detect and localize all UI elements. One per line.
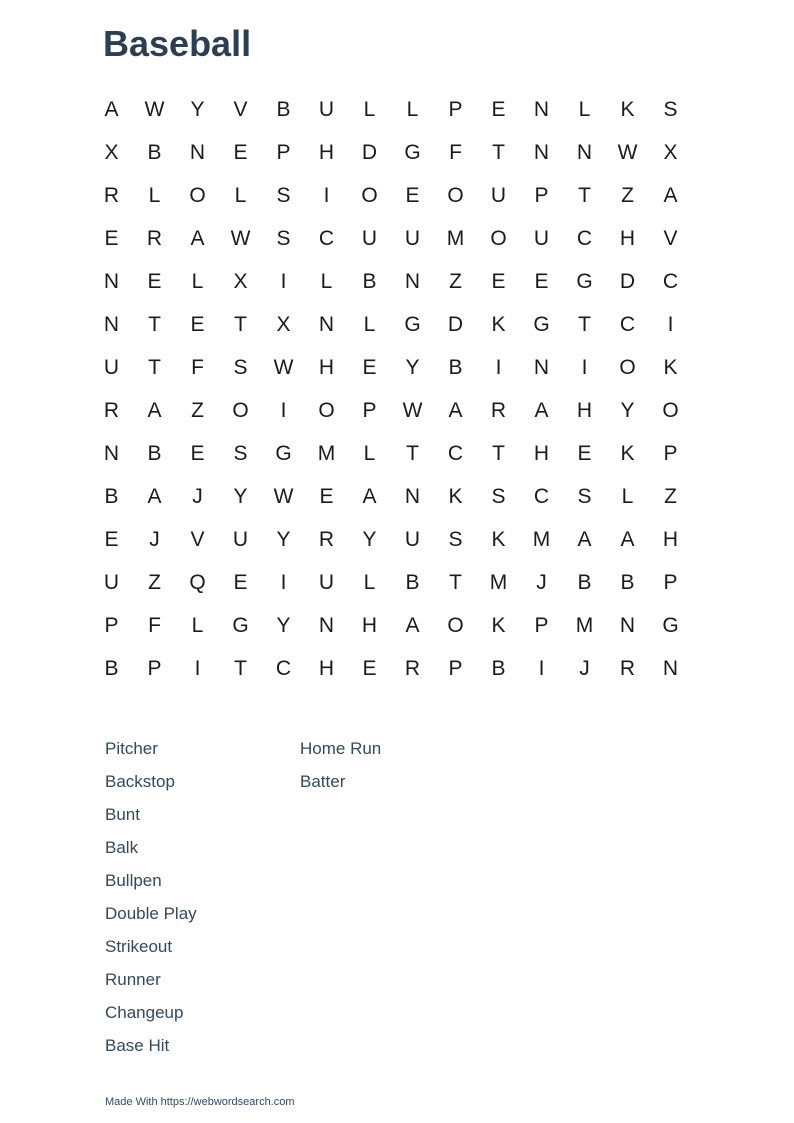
grid-letter: U — [318, 570, 335, 594]
grid-letter: D — [447, 312, 464, 336]
grid-letter: A — [147, 398, 162, 422]
grid-letter: M — [532, 527, 551, 551]
grid-letter: B — [577, 570, 592, 594]
grid-letter: H — [662, 527, 679, 551]
grid-letter: V — [190, 527, 205, 551]
grid-letter: O — [619, 355, 636, 379]
grid-letter: E — [491, 269, 506, 293]
grid-letter: X — [233, 269, 248, 293]
grid-letter: W — [230, 226, 251, 250]
grid-letter: H — [318, 355, 335, 379]
grid-letter: B — [620, 570, 635, 594]
grid-letter: L — [363, 312, 376, 336]
grid-letter: Y — [362, 527, 377, 551]
grid-letter: W — [273, 484, 294, 508]
grid-letter: T — [578, 312, 591, 336]
grid-letter: N — [404, 269, 421, 293]
grid-letter: F — [449, 140, 462, 164]
grid-letter: U — [490, 183, 507, 207]
grid-letter: F — [191, 355, 204, 379]
grid-letter: L — [363, 570, 376, 594]
grid-letter: P — [104, 613, 119, 637]
grid-letter: O — [318, 398, 335, 422]
grid-letter: S — [491, 484, 506, 508]
grid-letter: A — [534, 398, 549, 422]
grid-letter: L — [363, 441, 376, 465]
grid-letter: Y — [405, 355, 420, 379]
grid-row — [90, 217, 692, 260]
grid-letter: F — [148, 613, 161, 637]
grid-letter: E — [147, 269, 162, 293]
grid-letter: Y — [620, 398, 635, 422]
grid-letter: M — [317, 441, 336, 465]
grid-letter: E — [362, 355, 377, 379]
grid-letter: I — [280, 398, 287, 422]
grid-letter: G — [275, 441, 292, 465]
word-item: Runner — [105, 970, 161, 989]
grid-row — [90, 604, 692, 647]
grid-letter: E — [233, 570, 248, 594]
grid-letter: A — [405, 613, 420, 637]
grid-letter: C — [662, 269, 679, 293]
grid-letter: M — [489, 570, 508, 594]
grid-letter: R — [318, 527, 335, 551]
grid-letter: G — [404, 312, 421, 336]
grid-letter: V — [663, 226, 678, 250]
grid-letter: N — [318, 613, 335, 637]
grid-letter: Z — [621, 183, 634, 207]
grid-letter: A — [190, 226, 205, 250]
grid-letter: G — [662, 613, 679, 637]
grid-letter: J — [579, 656, 590, 680]
grid-letter: S — [233, 441, 248, 465]
grid-letter: T — [234, 312, 247, 336]
grid-letter: Y — [276, 527, 291, 551]
grid-letter: K — [448, 484, 463, 508]
grid-letter: K — [620, 441, 635, 465]
grid-row — [90, 88, 692, 131]
grid-letter: Y — [276, 613, 291, 637]
grid-letter: P — [663, 570, 678, 594]
grid-letter: N — [103, 312, 120, 336]
grid-letter: A — [362, 484, 377, 508]
grid-row — [90, 260, 692, 303]
grid-letter: H — [533, 441, 550, 465]
grid-letter: I — [280, 570, 287, 594]
word-item: Bullpen — [105, 871, 162, 890]
grid-letter: B — [147, 140, 162, 164]
grid-letter: N — [662, 656, 679, 680]
grid-letter: Z — [191, 398, 204, 422]
grid-row — [90, 432, 692, 475]
grid-letter: N — [533, 97, 550, 121]
grid-letter: G — [533, 312, 550, 336]
grid-letter: P — [147, 656, 162, 680]
grid-letter: Y — [190, 97, 205, 121]
grid-letter: I — [323, 183, 330, 207]
grid-letter: N — [576, 140, 593, 164]
grid-letter: O — [189, 183, 206, 207]
grid-row — [90, 518, 692, 561]
grid-letter: N — [533, 140, 550, 164]
grid-letter: M — [446, 226, 465, 250]
grid-letter: C — [533, 484, 550, 508]
grid-letter: P — [362, 398, 377, 422]
grid-letter: B — [491, 656, 506, 680]
grid-letter: N — [404, 484, 421, 508]
grid-letter: J — [149, 527, 160, 551]
grid-letter: X — [104, 140, 119, 164]
grid-letter: S — [276, 226, 291, 250]
grid-letter: B — [147, 441, 162, 465]
grid-letter: E — [104, 527, 119, 551]
grid-letter: L — [234, 183, 247, 207]
grid-letter: C — [619, 312, 636, 336]
grid-letter: E — [319, 484, 334, 508]
word-item: Base Hit — [105, 1036, 170, 1055]
grid-letter: I — [495, 355, 502, 379]
grid-letter: T — [578, 183, 591, 207]
grid-letter: R — [146, 226, 163, 250]
grid-letter: I — [581, 355, 588, 379]
grid-letter: N — [619, 613, 636, 637]
grid-letter: L — [191, 269, 204, 293]
grid-letter: B — [448, 355, 463, 379]
grid-letter: T — [234, 656, 247, 680]
grid-letter: U — [404, 226, 421, 250]
grid-letter: T — [492, 140, 505, 164]
grid-letter: N — [189, 140, 206, 164]
grid-letter: K — [663, 355, 678, 379]
grid-row — [90, 647, 692, 690]
grid-row — [90, 174, 692, 217]
grid-letter: E — [190, 312, 205, 336]
word-item: Batter — [300, 772, 346, 791]
grid-letter: E — [190, 441, 205, 465]
grid-letter: Q — [189, 570, 206, 594]
grid-letter: U — [404, 527, 421, 551]
grid-letter: T — [449, 570, 462, 594]
word-item: Pitcher — [105, 739, 158, 758]
grid-letter: S — [663, 97, 678, 121]
grid-letter: O — [490, 226, 507, 250]
grid-row — [90, 389, 692, 432]
grid-letter: C — [447, 441, 464, 465]
word-item: Double Play — [105, 904, 197, 923]
word-item: Home Run — [300, 739, 382, 758]
grid-letter: E — [577, 441, 592, 465]
grid-letter: E — [362, 656, 377, 680]
grid-letter: O — [447, 183, 464, 207]
grid-letter: E — [491, 97, 506, 121]
grid-letter: K — [620, 97, 635, 121]
grid-letter: E — [405, 183, 420, 207]
grid-letter: P — [534, 183, 549, 207]
grid-letter: Z — [449, 269, 462, 293]
word-item: Balk — [105, 838, 139, 857]
grid-letter: S — [577, 484, 592, 508]
grid-letter: W — [273, 355, 294, 379]
grid-letter: G — [576, 269, 593, 293]
grid-letter: A — [147, 484, 162, 508]
grid-letter: E — [233, 140, 248, 164]
grid-letter: P — [448, 97, 463, 121]
letter-grid — [90, 88, 692, 690]
grid-letter: L — [191, 613, 204, 637]
grid-letter: T — [148, 355, 161, 379]
grid-letter: S — [276, 183, 291, 207]
grid-letter: C — [275, 656, 292, 680]
grid-letter: Z — [148, 570, 161, 594]
grid-letter: B — [104, 656, 119, 680]
grid-letter: O — [447, 613, 464, 637]
grid-letter: J — [192, 484, 203, 508]
grid-letter: L — [363, 97, 376, 121]
grid-letter: A — [448, 398, 463, 422]
word-column — [300, 736, 495, 1066]
word-list — [105, 736, 495, 1066]
grid-letter: K — [491, 613, 506, 637]
grid-letter: W — [617, 140, 638, 164]
grid-letter: I — [280, 269, 287, 293]
page-title: Baseball — [103, 23, 252, 64]
grid-letter: B — [362, 269, 377, 293]
grid-letter: L — [621, 484, 634, 508]
grid-row — [90, 303, 692, 346]
grid-letter: G — [232, 613, 249, 637]
grid-letter: O — [662, 398, 679, 422]
grid-letter: V — [233, 97, 248, 121]
grid-letter: I — [538, 656, 545, 680]
grid-letter: H — [361, 613, 378, 637]
grid-letter: B — [104, 484, 119, 508]
grid-letter: G — [404, 140, 421, 164]
grid-letter: Z — [664, 484, 677, 508]
grid-letter: U — [103, 570, 120, 594]
grid-letter: R — [404, 656, 421, 680]
grid-letter: A — [663, 183, 678, 207]
grid-letter: K — [491, 527, 506, 551]
grid-letter: A — [104, 97, 119, 121]
grid-row — [90, 131, 692, 174]
grid-letter: I — [194, 656, 201, 680]
grid-letter: N — [533, 355, 550, 379]
grid-letter: D — [619, 269, 636, 293]
grid-row — [90, 346, 692, 389]
grid-letter: L — [320, 269, 333, 293]
grid-letter: K — [491, 312, 506, 336]
grid-letter: S — [233, 355, 248, 379]
grid-letter: I — [667, 312, 674, 336]
grid-letter: U — [232, 527, 249, 551]
grid-letter: P — [663, 441, 678, 465]
grid-letter: R — [490, 398, 507, 422]
grid-letter: L — [578, 97, 591, 121]
grid-letter: H — [318, 140, 335, 164]
grid-letter: P — [448, 656, 463, 680]
grid-letter: T — [492, 441, 505, 465]
grid-letter: U — [533, 226, 550, 250]
grid-letter: W — [402, 398, 423, 422]
grid-letter: E — [534, 269, 549, 293]
grid-row — [90, 475, 692, 518]
grid-letter: J — [536, 570, 547, 594]
grid-letter: M — [575, 613, 594, 637]
word-column — [105, 736, 300, 1066]
grid-letter: H — [318, 656, 335, 680]
grid-letter: C — [318, 226, 335, 250]
grid-letter: H — [576, 398, 593, 422]
grid-letter: O — [232, 398, 249, 422]
grid-letter: B — [276, 97, 291, 121]
grid-letter: A — [577, 527, 592, 551]
grid-letter: R — [103, 183, 120, 207]
word-item: Bunt — [105, 805, 140, 824]
grid-letter: N — [318, 312, 335, 336]
grid-letter: B — [405, 570, 420, 594]
grid-row — [90, 561, 692, 604]
grid-letter: L — [148, 183, 161, 207]
grid-letter: H — [619, 226, 636, 250]
word-item: Backstop — [105, 772, 175, 791]
grid-letter: A — [620, 527, 635, 551]
grid-letter: X — [663, 140, 678, 164]
grid-letter: R — [619, 656, 636, 680]
grid-letter: P — [534, 613, 549, 637]
word-item: Strikeout — [105, 937, 173, 956]
grid-letter: S — [448, 527, 463, 551]
grid-letter: T — [148, 312, 161, 336]
word-item: Changeup — [105, 1003, 184, 1022]
footer-credit: Made With https://webwordsearch.com — [105, 1096, 295, 1108]
grid-letter: T — [406, 441, 419, 465]
grid-letter: R — [103, 398, 120, 422]
grid-letter: Y — [233, 484, 248, 508]
grid-letter: U — [103, 355, 120, 379]
grid-letter: P — [276, 140, 291, 164]
grid-letter: N — [103, 269, 120, 293]
grid-letter: X — [276, 312, 291, 336]
grid-letter: D — [361, 140, 378, 164]
grid-letter: U — [361, 226, 378, 250]
grid-letter: L — [406, 97, 419, 121]
grid-letter: U — [318, 97, 335, 121]
grid-letter: O — [361, 183, 378, 207]
grid-letter: E — [104, 226, 119, 250]
grid-letter: C — [576, 226, 593, 250]
grid-letter: N — [103, 441, 120, 465]
grid-letter: W — [144, 97, 165, 121]
